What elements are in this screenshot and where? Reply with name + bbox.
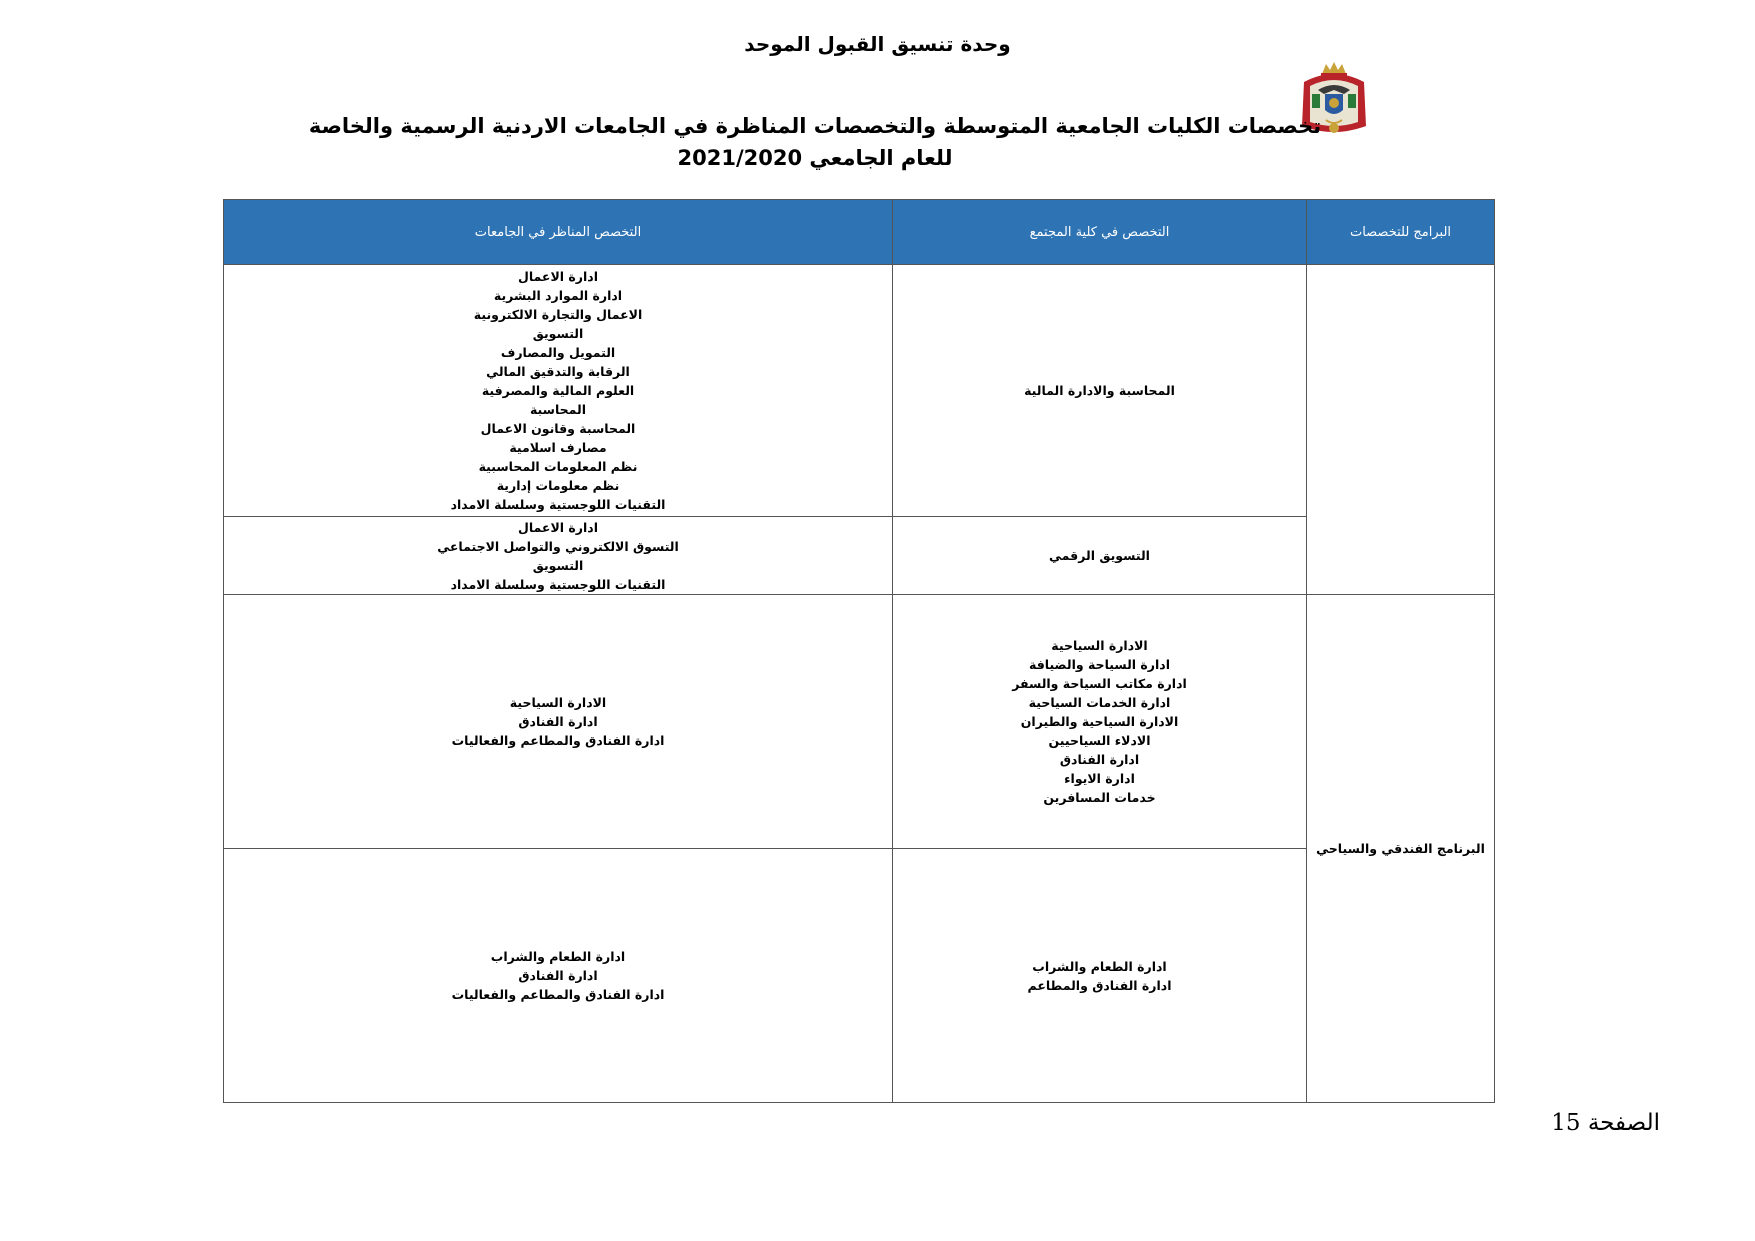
title-line-1: تخصصات الكليات الجامعية المتوسطة والتخصصات المناظرة في الجامعات الاردنية الرسمية والخاصة xyxy=(308,114,1322,138)
unit-name: وحدة تنسيق القبول الموحد xyxy=(744,32,1011,56)
community-college-item: المحاسبة والادارة المالية xyxy=(1024,383,1175,398)
university-item: التسويق xyxy=(532,326,584,341)
university-item: التسويق xyxy=(532,557,584,573)
university-item: التسوق الالكتروني والتواصل الاجتماعي xyxy=(437,538,679,554)
table-row xyxy=(224,849,1495,1103)
university-item: المحاسبة وقانون الاعمال xyxy=(480,421,636,436)
community-college-cell xyxy=(893,849,1307,1103)
university-item: ادارة الطعام والشراب xyxy=(490,949,626,964)
university-item: ادارة الاعمال xyxy=(518,269,598,284)
community-college-cell xyxy=(893,517,1307,595)
community-college-item: ادارة الايواء xyxy=(1064,771,1135,786)
university-item: ادارة الفنادق xyxy=(518,968,598,983)
column-header-community-college: التخصص في كلية المجتمع xyxy=(893,200,1307,265)
university-item: التقنيات اللوجستية وسلسلة الامداد xyxy=(450,576,666,592)
community-college-cell xyxy=(893,595,1307,849)
table-row xyxy=(224,517,1495,595)
community-college-item: التسويق الرقمي xyxy=(1049,548,1150,563)
community-college-item: ادارة الطعام والشراب xyxy=(1032,958,1167,974)
program-cell: البرنامج الفندقي والسياحي xyxy=(1307,595,1495,1103)
university-item: التقنيات اللوجستية وسلسلة الامداد xyxy=(450,497,666,512)
university-item: ادارة الفنادق والمطاعم والفعاليات xyxy=(451,733,665,748)
table-row xyxy=(224,595,1495,849)
university-item: العلوم المالية والمصرفية xyxy=(481,383,635,398)
university-item: ادارة الفنادق xyxy=(518,714,598,729)
column-header-programs: البرامج للتخصصات xyxy=(1307,200,1495,265)
university-item: ادارة الفنادق والمطاعم والفعاليات xyxy=(451,987,665,1002)
university-item: نظم المعلومات المحاسبية xyxy=(478,459,638,474)
table-row xyxy=(224,265,1495,517)
community-college-item: ادارة الفنادق xyxy=(1059,752,1140,767)
title-line-2: للعام الجامعي 2021/2020 xyxy=(677,146,953,170)
column-header-universities: التخصص المناظر في الجامعات xyxy=(224,200,893,265)
community-college-item: الادلاء السياحيين xyxy=(1048,733,1151,748)
community-college-item: الادارة السياحية xyxy=(1051,638,1148,653)
universities-cell xyxy=(224,265,893,517)
university-item: ادارة الموارد البشرية xyxy=(493,288,623,303)
university-item: المحاسبة xyxy=(529,402,587,417)
university-item: الادارة السياحية xyxy=(509,695,607,710)
community-college-item: ادارة مكاتب السياحة والسفر xyxy=(1012,676,1187,691)
page-number: الصفحة 15 xyxy=(1551,1110,1660,1136)
universities-cell xyxy=(224,517,893,595)
specializations-table xyxy=(223,199,1495,1103)
university-item: مصارف اسلامية xyxy=(509,440,607,455)
community-college-item: الادارة السياحية والطيران xyxy=(1020,714,1179,729)
document-title xyxy=(300,110,1330,174)
university-item: نظم معلومات إدارية xyxy=(496,478,620,493)
table-header-row xyxy=(224,200,1495,265)
universities-cell xyxy=(224,849,893,1103)
university-item: التمويل والمصارف xyxy=(500,345,616,360)
university-item: الرقابة والتدقيق المالي xyxy=(486,364,630,379)
community-college-item: ادارة السياحة والضيافة xyxy=(1029,657,1170,672)
community-college-item: ادارة الخدمات السياحية xyxy=(1028,695,1171,710)
community-college-cell xyxy=(893,265,1307,517)
university-item: ادارة الاعمال xyxy=(518,519,598,535)
community-college-item: ادارة الفنادق والمطاعم xyxy=(1027,977,1172,993)
community-college-item: خدمات المسافرين xyxy=(1043,790,1156,805)
universities-cell xyxy=(224,595,893,849)
program-cell xyxy=(1307,265,1495,595)
university-item: الاعمال والتجارة الالكترونية xyxy=(473,307,643,322)
